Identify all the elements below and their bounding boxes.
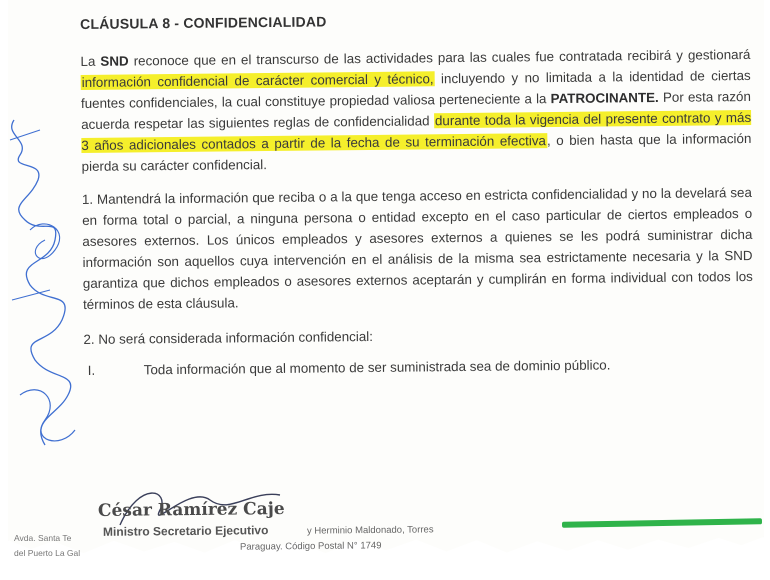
clause-item-2: 2. No será considerada información confidencial: [83,328,374,347]
highlighted-text-2: durante toda la vigencia del presente contrato y más 3 años adicionales contados a partir de la fecha de su terminación efectiva [81,109,752,153]
signature-role: Ministro Secretario Ejecutivo [102,523,269,539]
text-span: incluyendo y no limitada a la identidad de ciertas fuentes confidenciales, la cual constituye propiedad valiosa perteneciente a la [80,67,751,111]
clause-paragraph-1 [80,44,751,177]
footer-address-left-2: del Puerto La Gal [14,548,81,558]
subitem-text: Toda información que al momento de ser suministrada sea de dominio público. [143,357,611,378]
footer-address-left-1: Avda. Santa Te [14,533,72,543]
text-bold-snd: SND [100,53,129,69]
clause-item-1: 1. Mantendrá la información que reciba o a la que tenga acceso en estricta confidencialidad y no la develará sea en forma total o parcial, a ninguna persona o entidad excepto en el caso particular de ciertos empleados o asesores externos. Los únicos empleados y asesores externos a quienes se les podrá suministrar dicha información son aquellos cuya intervención en el análisis de la misma sea estrictamente necesaria y la SND garantiza que dichos empleados o asesores externos aceptarán y cumplirán en forma individual con todos los términos de esta cláusula. [81,184,753,312]
highlighted-text-1: información confidencial de carácter comercial y técnico, [81,71,434,90]
subitem-number: I. [87,362,96,378]
handwritten-signature-margin [0,0,90,470]
text-span: La [80,53,101,69]
signature-name: César Ramírez Caje [97,499,285,521]
text-span: , o bien hasta que la información pierda su carácter confidencial. [81,130,752,174]
footer-address-right-2: Paraguay. Código Postal N° 1749 [239,540,382,553]
text-span: reconoce que en el transcurso de las actividades para las cuales fue contratada recibirá y gestionará [128,46,751,69]
footer-address-right-1: y Herminio Maldonado, Torres [306,524,434,537]
clause-title: CLÁUSULA 8 - CONFIDENCIALIDAD [80,13,327,32]
text-bold-patrocinante: PATROCINANTE. [550,89,659,107]
text-span: Por esta razón acuerda respetar las siguientes reglas de confidencialidad [81,88,751,132]
clause-body [80,7,754,381]
